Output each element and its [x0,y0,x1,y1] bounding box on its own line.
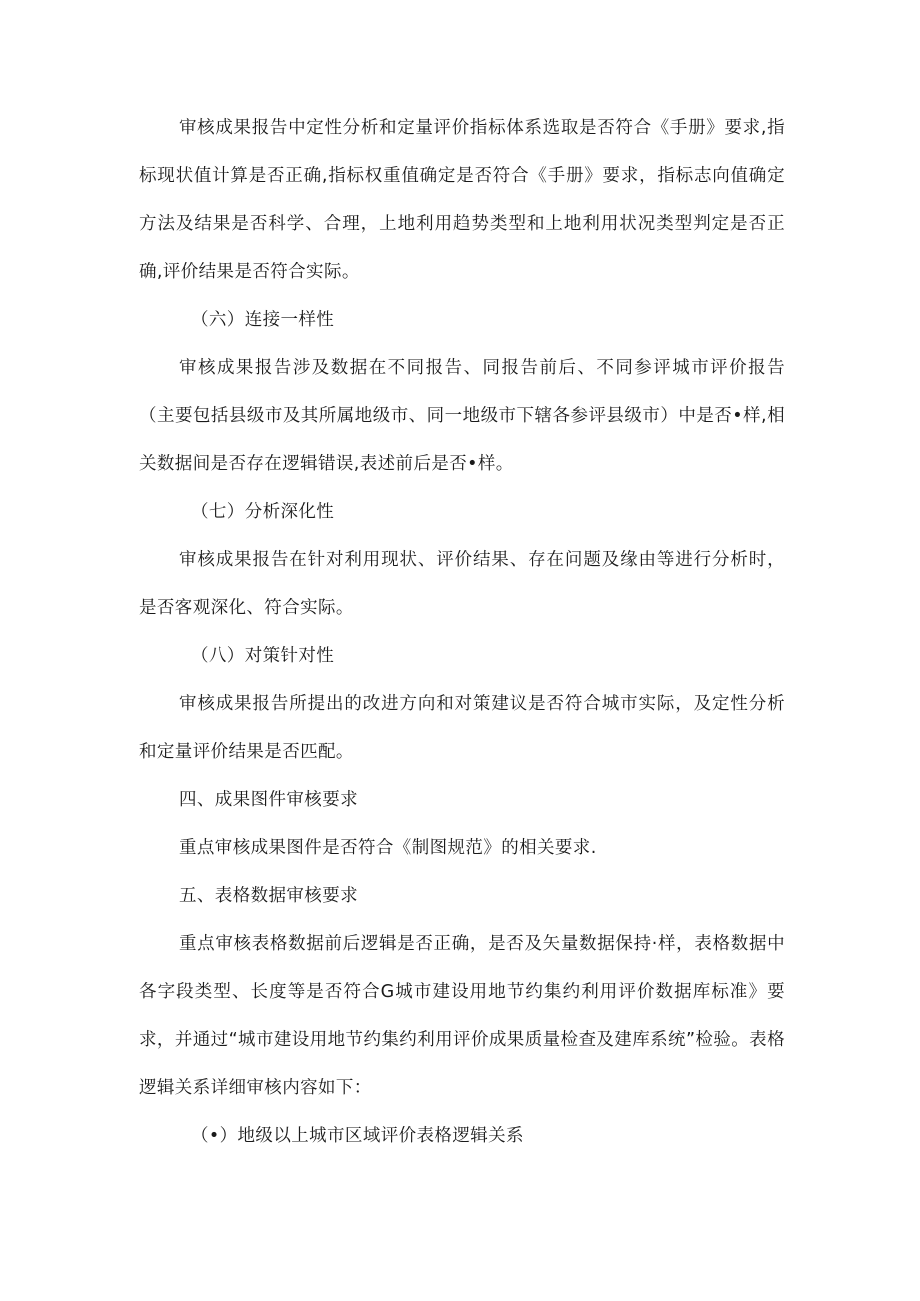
paragraph-map-review: 重点审核成果图件是否符合《制图规范》的相关要求. [179,838,597,858]
document-body [139,104,785,1160]
section-heading-countermeasures: （八）对策针对性 [191,646,335,666]
section-heading-map-review: 四、成果图件审核要求 [179,790,358,810]
paragraph-analysis-depth: 审核成果报告在针对利用现状、评价结果、存在问题及缘由等进行分析时，是否客观深化、符合实际。 [139,550,785,618]
section-heading-analysis-depth: （七）分析深化性 [191,502,335,522]
paragraph-indicator-review: 审核成果报告中定性分析和定量评价指标体系选取是否符合《手册》要求,指标现状值计算是否正确,指标权重值确定是否符合《手册》要求，指标志向值确定方法及结果是否科学、合理，上地利用趋势类型和上地利用状况类型判定是否正确,评价结果是否符合实际。 [139,118,785,282]
paragraph-countermeasures: 审核成果报告所提出的改进方向和对策建议是否符合城市实际，及定性分析和定量评价结果是否匹配。 [139,694,785,762]
section-heading-city-tables: （•）地级以上城市区域评价表格逻辑关系 [191,1126,524,1146]
section-heading-consistency: （六）连接一样性 [191,310,335,330]
paragraph-table-review: 重点审核表格数据前后逻辑是否正确，是否及矢量数据保持·样，表格数据中各字段类型、长度等是否符合G城市建设用地节约集约利用评价数据库标准》要求，并通过“城市建设用地节约集约利用评价成果质量检查及建库系统”检验。表格逻辑关系详细审核内容如下： [139,934,785,1098]
paragraph-consistency: 审核成果报告涉及数据在不同报告、同报告前后、不同参评城市评价报告（主要包括县级市及其所属地级市、同一地级市下辖各参评县级市）中是否•样,相关数据间是否存在逻辑错误,表述前后是否•样。 [139,358,785,474]
section-heading-table-review: 五、表格数据审核要求 [179,886,358,906]
